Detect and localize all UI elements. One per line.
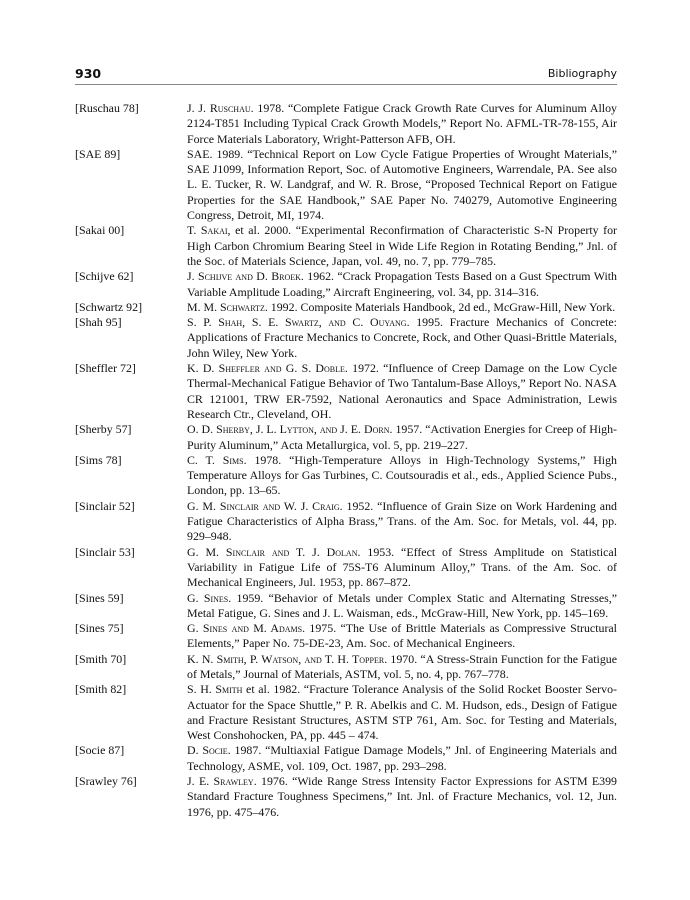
bib-entry: [75, 422, 617, 453]
bib-author: G. Sines: [187, 590, 229, 605]
bib-entry: [75, 315, 617, 361]
bib-key: [Smith 82]: [75, 682, 127, 697]
bib-text: [187, 422, 617, 453]
bib-author: T. Sakai: [187, 223, 228, 238]
bib-key: [Sinclair 52]: [75, 498, 135, 513]
bib-entry: [75, 621, 617, 652]
bib-entry: [75, 361, 617, 422]
bib-text: [187, 743, 617, 774]
bib-text: [187, 361, 617, 422]
page-number: 930: [75, 66, 102, 81]
bib-details: . 1978. “High-Temperature Alloys in High-Technology Systems,” High Temperature Alloys for Gas Turbines, C. Coutsouradis et al., eds., Applied Science Pubs., London, pp. 13–65.: [187, 452, 617, 498]
bib-key: [Sherby 57]: [75, 422, 132, 437]
bib-author: J. Schijve and D. Broek: [187, 269, 301, 284]
bib-author: C. T. Sims: [187, 452, 244, 467]
bib-entry: [75, 499, 617, 545]
bib-text: [187, 591, 617, 622]
bib-details: . 1952. “Influence of Grain Size on Work Hardening and Fatigue Characteristics of Alpha Brass,” Trans. of the Am. Soc. for Metals, vol. 44, pp. 929–948.: [187, 498, 617, 544]
bib-text: [187, 774, 617, 820]
bib-key: [Sakai 00]: [75, 223, 125, 238]
bib-author: S. H. Smith: [187, 682, 243, 697]
bib-key: [Schwartz 92]: [75, 299, 143, 314]
bib-key: [SAE 89]: [75, 146, 121, 161]
running-head: Bibliography: [547, 67, 617, 80]
bib-key: [Socie 87]: [75, 743, 125, 758]
bib-key: [Sinclair 53]: [75, 544, 135, 559]
bib-entry: [75, 453, 617, 499]
bib-author: G. M. Sinclair and T. J. Dolan: [187, 544, 358, 559]
bib-key: [Schijve 62]: [75, 269, 134, 284]
bib-details: . 1987. “Multiaxial Fatigue Damage Models,” Jnl. of Engineering Materials and Technology, ASME, vol. 109, Oct. 1987, pp. 293–298.: [187, 743, 617, 773]
bibliography-list: [75, 101, 617, 820]
bib-text: [187, 300, 617, 315]
bib-author: S. P. Shah, S. E. Swartz, and C. Ouyang: [187, 315, 407, 330]
bib-entry: [75, 652, 617, 683]
bib-text: [187, 545, 617, 591]
bib-key: [Shah 95]: [75, 315, 122, 330]
bib-entry: [75, 743, 617, 774]
bib-details: . 1978. “Complete Fatigue Crack Growth Rate Curves for Aluminum Alloy 2124-T851 Including Typical Crack Growth Models,” Report No. AFML-TR-78-155, Air Force Materials Laboratory, Wright-Patterson AFB, OH.: [187, 101, 617, 146]
bib-details: . 1959. “Behavior of Metals under Complex Static and Alternating Stresses,” Metal Fatigue, G. Sines and J. L. Waisman, eds., McGraw-Hill, New York, pp. 145–169.: [187, 590, 617, 620]
bib-entry: [75, 682, 617, 743]
bib-text: [187, 223, 617, 269]
bib-key: [Srawley 76]: [75, 774, 137, 789]
bib-author: J. E. Srawley: [187, 774, 254, 789]
bib-entry: [75, 101, 617, 147]
bib-details: . 1953. “Effect of Stress Amplitude on Statistical Variability in Fatigue Life of 75S-T6 Aluminum Alloy,” Trans. of the Am. Soc. of Mechanical Engineers, Jul. 1953, pp. 867–872.: [187, 544, 617, 590]
bib-key: [Sines 59]: [75, 590, 124, 605]
bib-key: [Ruschau 78]: [75, 101, 139, 115]
bib-author: G. Sines and M. Adams: [187, 621, 303, 636]
bib-text: [187, 453, 617, 499]
bib-key: [Sines 75]: [75, 621, 124, 636]
bib-key: [Smith 70]: [75, 651, 127, 666]
bib-text: [187, 621, 617, 652]
bib-author: K. D. Sheffler and G. S. Doble: [187, 361, 345, 376]
bib-text: [187, 269, 617, 300]
bib-key: [Sheffler 72]: [75, 361, 136, 376]
bib-details: . 1970. “A Stress-Strain Function for the Fatigue of Metals,” Journal of Materials, ASTM, vol. 5, no. 4, pp. 767–778.: [187, 651, 617, 681]
bib-key: [Sims 78]: [75, 452, 122, 467]
bib-entry: [75, 545, 617, 591]
page-header: [75, 66, 617, 85]
bib-text: [187, 315, 617, 361]
bib-details: . 1989. “Technical Report on Low Cycle Fatigue Properties of Wrought Materials,” SAE J1099, Information Report, Soc. of Automotive Engineers, Warrendale, PA. See also L. E. Tucker, R. W. Landgraf, and W. R. Brose, “Proposed Technical Report on Fatigue Properties for the SAE Handbook,” SAE Paper No. 740279, Automotive Engineering Congress, Detroit, MI, 1974.: [187, 146, 617, 223]
bib-author: K. N. Smith, P. Watson, and T. H. Topper: [187, 651, 385, 666]
bib-entry: [75, 223, 617, 269]
bib-details: et al. 1982. “Fracture Tolerance Analysis of the Solid Rocket Booster Servo-Actuator for the Space Shuttle,” P. R. Abelkis and C. M. Hudson, eds., Design of Fatigue and Fracture Resistant Structures, ASTM STP 761, Am. Soc. for Testing and Materials, West Conshohocken, PA, pp. 445 – 474.: [187, 682, 617, 743]
bib-entry: [75, 269, 617, 300]
bib-details: , et al. 2000. “Experimental Reconfirmation of Characteristic S-N Property for High Carbon Chromium Bearing Steel in Wide Life Region in Rotating Bending,” Jnl. of the Soc. of Materials Science, Japan, vol. 49, no. 7, pp. 779–785.: [187, 223, 618, 268]
bib-details: . 1992. Composite Materials Handbook, 2d ed., McGraw-Hill, New York.: [264, 299, 616, 314]
bib-author: G. M. Sinclair and W. J. Craig: [187, 498, 340, 513]
bib-text: [187, 101, 617, 147]
bib-details: . 1976. “Wide Range Stress Intensity Factor Expressions for ASTM E399 Standard Fracture Toughness Specimens,” Int. Jnl. of Fracture Mechanics, vol. 12, Jun. 1976, pp. 475–476.: [187, 774, 618, 819]
bib-details: . 1957. “Activation Energies for Creep of High-Purity Aluminum,” Acta Metallurgica, vol. 5, pp. 219–227.: [187, 422, 617, 452]
bib-author: SAE: [187, 146, 210, 161]
bib-details: . 1995. Fracture Mechanics of Concrete: Applications of Fracture Mechanics to Concrete, Rock, and Other Quasi-Brittle Materials, John Wiley, New York.: [187, 315, 617, 360]
bib-author: J. J. Ruschau: [187, 101, 251, 115]
bib-text: [187, 147, 617, 223]
bib-author: M. M. Schwartz: [187, 299, 265, 314]
bib-text: [187, 682, 617, 743]
bib-details: . 1975. “The Use of Brittle Materials as Compressive Structural Elements,” Paper No. 75-DE-23, Am. Soc. of Mechanical Engineers.: [187, 621, 617, 651]
bib-author: D. Socie: [187, 743, 228, 758]
bib-entry: [75, 591, 617, 622]
bib-details: . 1962. “Crack Propagation Tests Based on a Gust Spectrum With Variable Amplitude Loading,” Aircraft Engineering, vol. 34, pp. 314–316.: [187, 269, 617, 299]
bib-text: [187, 499, 617, 545]
bib-entry: [75, 300, 617, 315]
bib-entry: [75, 147, 617, 223]
bib-details: . 1972. “Influence of Creep Damage on the Low Cycle Thermal-Mechanical Fatigue Behavior of Two Tantalum-Base Alloys,” Report No. NASA CR 121001, TRW ER-7592, National Aeronautics and Space Administration, Lewis Research Ctr., Cleveland, OH.: [187, 361, 617, 421]
bib-author: O. D. Sherby, J. L. Lytton, and J. E. Dorn: [187, 422, 390, 437]
bib-text: [187, 652, 617, 683]
bib-entry: [75, 774, 617, 820]
